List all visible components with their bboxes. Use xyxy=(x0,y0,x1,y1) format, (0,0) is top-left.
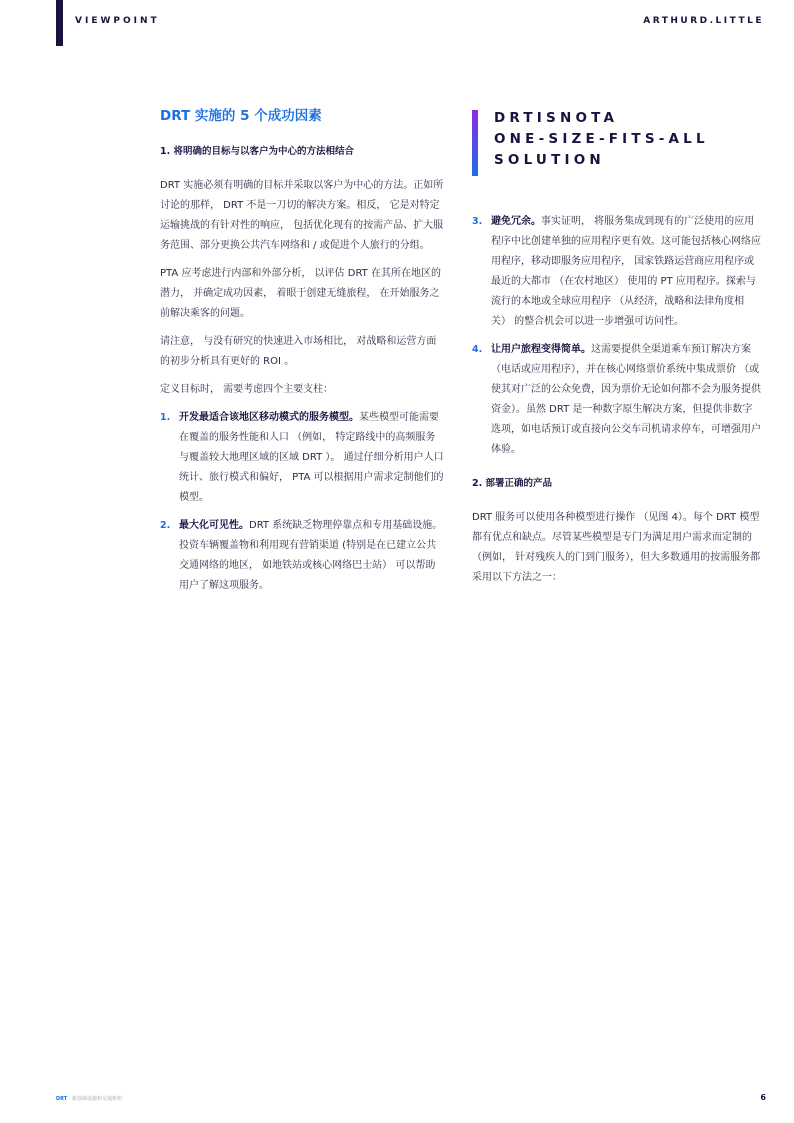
footer-text xyxy=(56,1095,122,1102)
list-number: 1. xyxy=(160,412,171,423)
list-item-body: 这需要提供全渠道乘车预订解决方案 （电话或应用程序），并在核心网络票价系统中集成票价 （或使其对广泛的公众免费，因为票价无论如何都不会为服务提供资金）。虽然 DRT 是一种数字原生解决方案，但提供非数字选项，如电话预订或直接向公交车司机请求停车，可增强用户体验。 xyxy=(491,344,761,455)
paragraph: PTA 应考虑进行内部和外部分析， 以评估 DRT 在其所在地区的潜力， 并确定成功因素， 着眼于创建无缝旅程， 在开始服务之前解决乘客的问题。 xyxy=(160,268,441,319)
brand-logo: ARTHURD.LITTLE xyxy=(643,16,764,26)
paragraph: DRT 服务可以使用各种模型进行操作 （见图 4）。每个 DRT 模型都有优点和缺点。尽管某些模型是专门为满足用户需求而定制的 （例如， 针对残疾人的门到门服务），但大多数通用的按需服务都采用以下方法之一： xyxy=(472,512,761,583)
paragraph: DRT 实施必须有明确的目标并采取以客户为中心的方法。正如所讨论的那样， DRT 不是一刀切的解决方案。相反， 它是对特定运输挑战的有针对性的响应， 包括优化现有的按需产品、扩大服务范围、部分更换公共汽车网络和 / 或促进个人旅行的分组。 xyxy=(160,180,444,251)
list-item-title: 让用户旅程变得简单。 xyxy=(491,344,591,355)
pull-quote-text: DRTISNOTA ONE-SIZE-FITS-ALL SOLUTION xyxy=(494,110,709,168)
list-item xyxy=(472,212,762,332)
section-label: VIEWPOINT xyxy=(75,16,160,26)
pillar-list xyxy=(160,408,445,596)
list-item-body: DRT 系统缺乏物理停靠点和专用基础设施。投资车辆覆盖物和利用现有营销渠道 (特别是在已建立公共交通网络的地区， 如地铁站或核心网络巴士站） 可以帮助用户了解这项服务。 xyxy=(179,520,443,591)
subheading-1: 1. 将明确的目标与以客户为中心的方法相结合 xyxy=(160,146,355,157)
list-item xyxy=(160,408,445,508)
list-item-title: 避免冗余。 xyxy=(491,216,541,227)
footer-caption: · 新基础设施和交通枢纽 xyxy=(68,1096,122,1102)
page-number: 6 xyxy=(760,1093,766,1102)
list-number: 4. xyxy=(472,344,483,355)
pull-quote-accent-bar xyxy=(472,110,478,176)
list-item-body: 某些模型可能需要在覆盖的服务性能和人口 （例如， 特定路线中的高频服务与覆盖较大地理区域的区域 DRT ）。 通过仔细分析用户人口统计、旅行模式和偏好， PTA 可以根据用户需求定制他们的模型。 xyxy=(179,412,444,503)
list-number: 3. xyxy=(472,216,483,227)
subheading-2: 2. 部署正确的产品 xyxy=(472,478,553,489)
list-item-title: 开发最适合该地区移动模式的服务模型。 xyxy=(179,412,359,423)
paragraph: 请注意， 与没有研究的快速进入市场相比， 对战略和运营方面的初步分析具有更好的 ROI 。 xyxy=(160,336,437,367)
list-item-title: 最大化可见性。 xyxy=(179,520,249,531)
footer-brand: DRT xyxy=(56,1096,68,1102)
left-column xyxy=(160,106,445,604)
paragraph: 定义目标时， 需要考虑四个主要支柱： xyxy=(160,384,334,395)
right-column xyxy=(472,106,762,594)
section-title: DRT 实施的 5 个成功因素 xyxy=(160,108,322,124)
pull-quote xyxy=(472,106,762,176)
pillar-list-continued xyxy=(472,212,762,460)
list-item xyxy=(472,340,762,460)
list-number: 2. xyxy=(160,520,171,531)
header-accent-bar xyxy=(56,0,63,46)
list-item xyxy=(160,516,445,596)
list-item-body: 事实证明， 将服务集成到现有的广泛使用的应用程序中比创建单独的应用程序更有效。这可能包括核心网络应用程序，移动即服务应用程序， 国家铁路运营商应用程序或最近的大都市 （在农村地区） 使用的 PT 应用程序。探索与流行的本地或全球应用程序 （从经济，战略和法律角度相关） 的整合机会可以进一步增强可访问性。 xyxy=(491,216,761,327)
